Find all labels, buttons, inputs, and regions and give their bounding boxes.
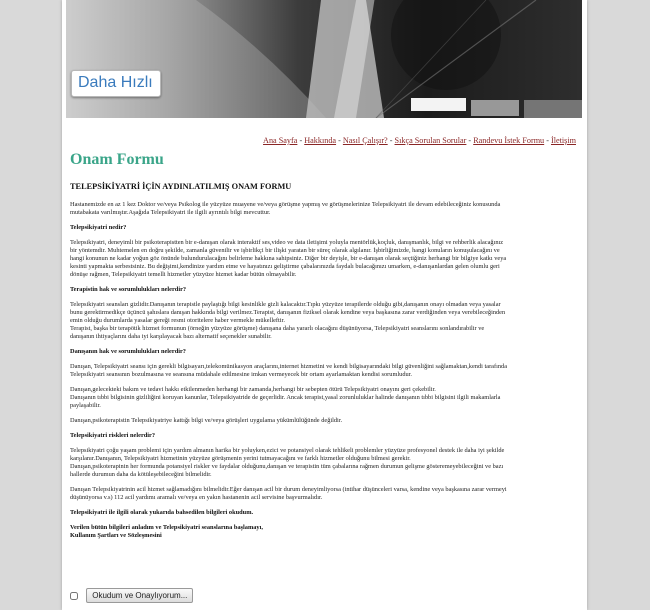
consent-form-text [70,182,575,547]
site-logo[interactable]: Daha Hızlı [71,70,161,97]
nav-link-faq[interactable]: Sıkça Sorulan Sorular [394,136,467,145]
section-heading-therapist-rights: Terapistin hak ve sorumlulukları nelerdir? [70,286,187,293]
top-navigation [263,136,576,145]
nav-link-appointment-form[interactable]: Randevu İstek Formu [473,136,545,145]
nav-link-about[interactable]: Hakkında [304,136,337,145]
section-heading-risks: Telepsikiyatri riskleri nelerdir? [70,432,156,439]
nav-link-contact[interactable]: İletişim [550,136,576,145]
section-text-therapist-rights: Telepsikiyatri seansları gizlidir.Danışanın terapistle paylaştığı bilgi kesinlikle gizli kalacaktır.Tıpkı yüzyüze terapilerde olduğu gibi,danışanın onayı olmadan veya yasalar bunu gerektirmedikçe üçüncü şahıslara danışan hakkında bilgi verilmez.Terapist, danışanın fiziksel olarak kendine veya başkasına zarar verdiğinden veya verebileceğinden emin olduğu durumlarda yasalar gereği resmi otoritelere haber vermekle mükelleftir. Terapist, başka bir terapötik hizmet formunun (örneğin yüzyüze görüşme) danışana daha yararlı olacağını düşünüyorsa, Telepsikiyatri seanslarını sonlandırabilir ve danışanın ihtiyaçlarını daha iyi karşılayacak bazı alternatif seçenekler sunabilir. [70,301,506,340]
section-text-client-rights: Danışan, Telepsikiyatri seansı için gerekli bilgisayarı,telekomünikasyon araçlarını,internet hizmetini ve kendi bilgisayarındaki bilgi güvenliğini sağlamaktan,kendi tarafında Telepsikiyatri seansının bozulmasına ve seansına müdahale edilmesine imkan vermeyecek bir ortam ayarlamaktan kendisi sorumludur. [70,363,508,378]
form-subtitle: TELEPSİKİYATRİ İÇİN AYDINLATILMIŞ ONAM FORMU [70,182,292,191]
metronome-illustration [66,0,582,118]
section-heading-client-rights: Danışanın hak ve sorumlulukları nelerdir? [70,348,186,355]
nav-separator: - [387,136,395,145]
section-text-emergency: Danışan Telepsikiyatrinin acil hizmet sağlamadığını bilmelidir.Eğer danışan acil bir durum deneyimliyorsa (intihar düşünceleri varsa, kendine veya başkasına zarar vermeyi düşünüyorsa v.s) 112 acil yardımı aramalı ve/veya en yakın hastanenin acil servisine başvurmalıdır. [70,486,507,501]
section-heading-what-is: Telepsikiyatri nedir? [70,224,127,231]
agreement-statement: Verilen bütün bilgileri anladım ve Telepsikiyatri seanslarına başlamayı, Kullanım Şartları ve Sözleşmesini [70,524,263,539]
nav-link-how-it-works[interactable]: Nasıl Çalışır? [342,136,388,145]
consent-submit-button[interactable]: Okudum ve Onaylıyorum... [86,588,193,603]
section-text-client-rights-2: Danışan,gelecekteki bakım ve tedavi hakkı etkilenmeden herhangi bir zamanda,herhangi bir sebepten ötürü Telepsikiyatri onayını geri çekebilir. Danışanın tıbbi bilgisinin gizliliğini koruyan kanunlar, Telepsikiyatride de geçerlidir. Ancak terapist,yasal zorunluluklar halinde danışanın tıbbi bilgisini ilgili makamlarla paylaşabilir. [70,386,501,409]
page-title: Onam Formu [70,151,164,168]
intro-paragraph: Hastanemizde en az 1 kez Doktor ve/veya Psikolog ile yüzyüze muayene ve/veya görüşme yapmış ve görüşmelerinize Telepsikiyatri ile devam edebileceğiniz konusunda mutabakata varılmıştır.Aşağıda Telepsikiyatri ile ilgili ayrıntılı bilgi mevcuttur. [70,201,501,216]
header-banner [66,0,582,118]
section-text-what-is: Telepsikiyatri, deneyimli bir psikoterapistten bir e-danışan olarak interaktif ses,video ve data iletişimi yoluyla mentörlük,koçluk, danışmanlık, bilgi ve rehberlik alacağınız bir yöntemdir. Muhtemelen en doğru şekilde, zamanla güvenilir ve işbirlikçi bir ilişki yaratan bir süreç olarak algılanır. İşbirliğimizde, hangi konuların konuşulacağını ve hangi konunun ne kadar yoğun göz önünde bulundurulacağını belirleme hakkına sahipsiniz. Diğer bir deyişle, bir e-danışan olarak seçtiğiniz herhangi bir bilgiye katkı veya kesinti yapmakta serbestsiniz. Bu değişimi,kendinize yardım etme ve hayatınızı geliştirme çabalarınızda faydalı bulacağınızı umarken, e-danışanlardan gelen olumlu geri dönüşe rağmen, Telepsikiyatri temelli hizmetler yüzyüze hizmet kadar bütün olmayabilir. [70,239,507,278]
section-text-risks: Telepsikiyatri çoğu yaşam problemi için yardım almanın harika bir yoluyken,ezici ve potansiyel olarak tehlikeli problemler yüzyüze profesyonel destek ile daha iyi şekilde karşılanır.Danışanın, Telepsikiyatri hizmetinin yüzyüze görüşmenin yerini tutmayacağını ve farklı hizmetler olduğunu bilmesi gerekir. Danışan,psikoterapinin her formunda potansiyel riskler ve faydalar olduğunu,danışan ve terapistin tüm çabalarına rağmen durumun gelişme gösteremeyebileceğini ve bazı hallerde durumun daha da kötüleşebileceğini bilmelidir. [70,447,505,478]
nav-link-home[interactable]: Ana Sayfa [263,136,298,145]
consent-checkbox[interactable] [70,592,78,600]
nav-separator: - [544,136,551,145]
nav-separator: - [466,136,474,145]
nav-separator: - [336,136,343,145]
read-statement: Telepsikiyatri ile ilgili olarak yukarıda bahsedilen bilgileri okudum. [70,509,254,516]
page-container [62,0,587,610]
section-text-client-rights-3: Danışan,psikoterapistin Telepsikiyatriye kattığı bilgi ve/veya görüşleri uygulama yükümlülüğünde değildir. [70,417,343,424]
nav-separator: - [297,136,305,145]
consent-row [70,588,193,603]
